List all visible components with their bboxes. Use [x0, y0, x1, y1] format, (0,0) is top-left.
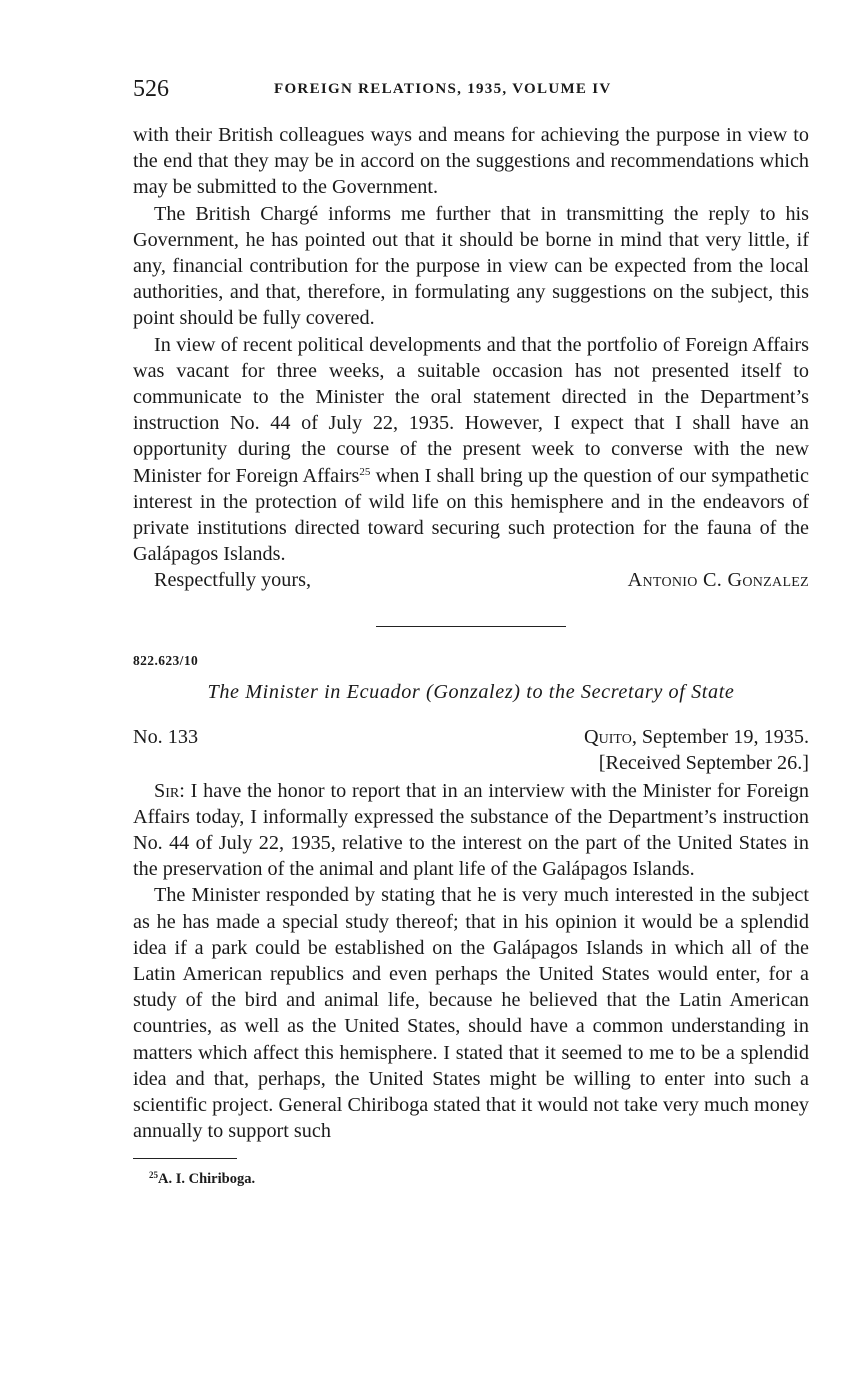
document-heading — [133, 724, 809, 778]
paragraph-british-charge: The British Chargé informs me further that in transmitting the reply to his Government, he has pointed out that it should be borne in mind that very little, if any, financial contribution for the purpose in view can be expected from the local authorities, and that, therefore, in formulating any suggestions on the subject, this point should be fully covered. — [133, 202, 809, 330]
paragraph-text: : I have the honor to report that in an interview with the Minister for Foreign Affairs today, I informally expressed the substance of the Department’s instruction No. 44 of July 22, 1935, relative to the interest on the part of the United States in the preservation of the animal and plant life of the Galápagos Islands. — [133, 779, 809, 881]
footnote — [133, 1171, 809, 1188]
paragraph-report — [133, 778, 809, 883]
place-and-date — [584, 724, 809, 776]
paragraph-text: In view of recent political developments and that the portfolio of Foreign Affairs was vacant for three weeks, a suitable occasion has not presented itself to communicate to the Minister the oral statement directed in the Department’s instruction No. 44 of July 22, 1935. However, I expect that I shall have an opportunity during the course of the present week to converse with the new Minister for Foreign Affairs — [133, 333, 809, 487]
file-number: 822.623/10 — [133, 652, 199, 668]
signature: Antonio C. Gonzalez — [627, 569, 809, 592]
page-number: 526 — [133, 76, 169, 102]
running-head-title: FOREIGN RELATIONS, 1935, VOLUME IV — [274, 81, 612, 97]
footnote-rule — [133, 1158, 237, 1159]
dateline — [584, 724, 809, 750]
received-date: [Received September 26.] — [598, 751, 809, 774]
document-number: No. 133 — [133, 725, 199, 748]
closing-block — [133, 567, 809, 593]
running-head — [133, 74, 809, 110]
paragraph-minister-response: The Minister responded by stating that he is very much interested in the subject as he has made a special study thereof; that in his opinion it would be a splendid idea if a park could be established on the Galápagos Islands in which all of the Latin American republics and even perhaps the United States would enter, for a study of the bird and animal life, because he believed that the Latin American countries, as well as the United States, should have a common understanding in matters which affect this hemisphere. I stated that it seemed to me to be a splendid idea and that, perhaps, the United States might be willing to enter into such a scientific project. General Chiriboga stated that it would not take very much money annually to support such — [133, 884, 809, 1143]
footnote-marker: 25 — [149, 1169, 158, 1180]
paragraph-text: when I shall bring up the question of our sympathetic interest in the protection of wild life on this hemisphere and in the endeavors of private institutions directed toward securing such protection for the fauna of the Galápagos Islands. — [133, 464, 809, 566]
paragraph-political-developments — [133, 332, 809, 568]
page — [133, 74, 809, 1188]
date: , September 19, 1935. — [631, 725, 809, 748]
place-name: Quito — [584, 725, 632, 748]
salutation: Sir — [154, 779, 180, 802]
complimentary-close: Respectfully yours, — [154, 569, 311, 592]
paragraph-continuation: with their British colleagues ways and means for achieving the purpose in view to the end that they may be in accord on the suggestions and recommendations which may be submitted to the Government. — [133, 124, 809, 199]
footnote-text: A. I. Chiriboga. — [158, 1170, 256, 1187]
footnote-reference: 25 — [359, 465, 371, 478]
document-title: The Minister in Ecuador (Gonzalez) to the Secretary of State — [207, 680, 735, 703]
section-divider — [376, 626, 566, 627]
